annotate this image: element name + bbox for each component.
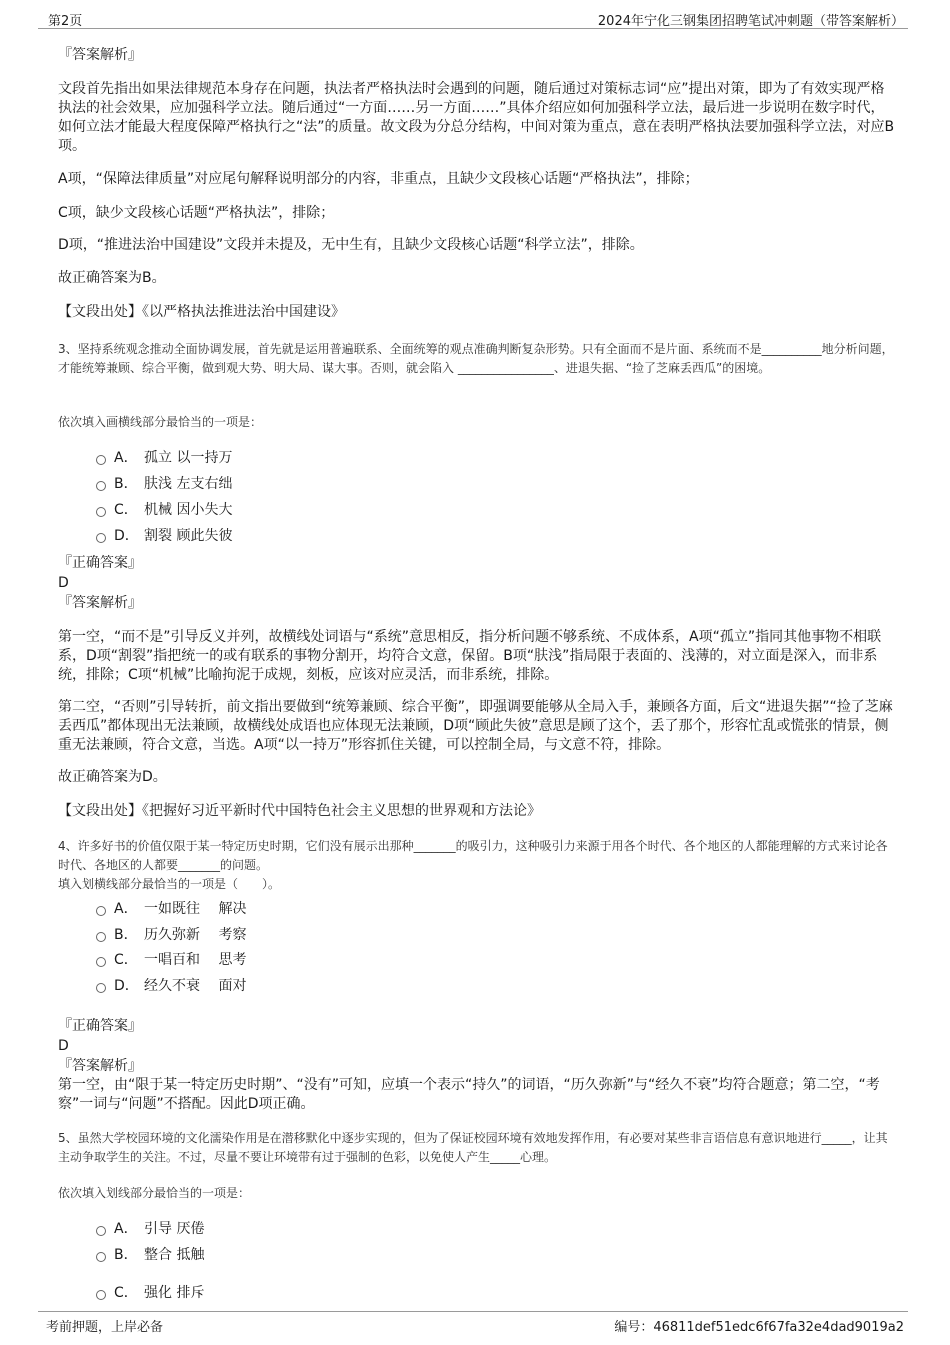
q3-answer-label: 『正确答案』: [58, 555, 142, 571]
page-header: [38, 8, 908, 29]
q3-analysis-paragraph: 第二空，“否则”引导转折，前文指出要做到“统筹兼顾、综合平衡”，即强调要能够从全局入手，兼顾各方面，后文“进退失据”“捡了芝麻丢西瓜”都体现出无法兼顾，故横线处成语也应体现无法兼顾，D项“顾此失彼”意思是顾了这个，丢了那个，形容忙乱或慌张的情景，侧重无法兼顾，符合文意，当选。A项“以一持万”形容抓住关键，可以控制全局，与文意不符，排除。: [58, 699, 893, 753]
q3-analysis-label: 『答案解析』: [58, 595, 142, 611]
q2-analysis-label: 『答案解析』: [58, 47, 142, 63]
q3-conclusion: 故正确答案为D。: [58, 769, 167, 785]
q4-analysis-label: 『答案解析』: [58, 1058, 142, 1074]
q2-analysis-paragraph: 文段首先指出如果法律规范本身存在问题，执法者严格执法时会遇到的问题，随后通过对策标志词“应”提出对策，即为了有效实现严格执法的社会效果，应加强科学立法。随后通过“一方面……另一方面……”具体介绍应如何加强科学立法，最后进一步说明在数字时代，如何立法才能最大程度保障严格执行之“法”的质量。故文段为分总分结构，中间对策为重点，意在表明严格执法要加强科学立法，对应B项。: [58, 81, 895, 154]
radio-icon[interactable]: [96, 906, 106, 916]
q3-option-d[interactable]: D． 割裂 顾此失彼: [96, 527, 232, 545]
radio-icon[interactable]: [96, 1290, 106, 1300]
q3-option-a[interactable]: A． 孤立 以一持万: [96, 449, 232, 467]
radio-icon[interactable]: [96, 957, 106, 967]
radio-icon[interactable]: [96, 481, 106, 491]
q4-answer-label: 『正确答案』: [58, 1018, 142, 1034]
q3-option-c[interactable]: C． 机械 因小失大: [96, 501, 232, 519]
q4-option-b[interactable]: B． 历久弥新 考察: [96, 926, 246, 944]
q4-answer: D: [58, 1038, 69, 1054]
q3-prompt: 依次填入画横线部分最恰当的一项是：: [58, 415, 263, 429]
q2-conclusion: 故正确答案为B。: [58, 270, 166, 286]
page-footer: [38, 1311, 908, 1334]
radio-icon[interactable]: [96, 1252, 106, 1262]
q5-option-a[interactable]: A． 引导 厌倦: [96, 1220, 204, 1238]
footer-slogan: 考前押题，上岸必备: [46, 1320, 164, 1335]
q5-option-b[interactable]: B． 整合 抵触: [96, 1246, 204, 1264]
q3-analysis-paragraph: 第一空，“而不是”引导反义并列，故横线处词语与“系统”意思相反，指分析问题不够系统、不成体系，A项“孤立”指同其他事物不相联系，D项“割裂”指把统一的或有联系的事物分割开，均符合文意，保留。B项“肤浅”指局限于表面的、浅薄的，对立面是深入，而非系统，排除；C项“机械”比喻拘泥于成规，刻板，应该对应灵活，而非系统，排除。: [58, 629, 882, 683]
radio-icon[interactable]: [96, 533, 106, 543]
radio-icon[interactable]: [96, 983, 106, 993]
q2-source: 【文段出处】《以严格执法推进法治中国建设》: [58, 304, 345, 320]
document-title: 2024年宁化三钢集团招聘笔试冲刺题（带答案解析）: [597, 14, 904, 29]
q2-analysis-paragraph: A项，“保障法律质量”对应尾句解释说明部分的内容，非重点，且缺少文段核心话题“严格执法”，排除；: [58, 171, 699, 187]
radio-icon[interactable]: [96, 932, 106, 942]
q2-analysis-paragraph: C项，缺少文段核心话题“严格执法”，排除；: [58, 205, 335, 221]
q4-prompt: 填入划横线部分最恰当的一项是（ ）。: [58, 877, 281, 891]
document-code: 编号：46811def51edc6f67fa32e4dad9019a2: [614, 1320, 904, 1335]
q5-prompt: 依次填入划线部分最恰当的一项是：: [58, 1186, 251, 1200]
q3-stem: 3、坚持系统观念推动全面协调发展，首先就是运用普遍联系、全面统筹的观点准确判断复杂形势。只有全面而不是片面、系统而不是__________地分析问题，才能统筹兼顾、综合平衡，做到观大势、明大局、谋大事。否则，就会陷入 ________________、进退失据、“捡了芝麻丢西瓜”的困境。: [58, 342, 894, 375]
radio-icon[interactable]: [96, 507, 106, 517]
q2-analysis-paragraph: D项，“推进法治中国建设”文段并未提及，无中生有，且缺少文段核心话题“科学立法”，排除。: [58, 237, 644, 253]
q3-source: 【文段出处】《把握好习近平新时代中国特色社会主义思想的世界观和方法论》: [58, 803, 541, 819]
q4-stem: 4、许多好书的价值仅限于某一特定历史时期，它们没有展示出那种_______的吸引力，这种吸引力来源于用各个时代、各个地区的人都能理解的方式来讨论各时代、各地区的人都要_______的问题。: [58, 839, 888, 872]
q3-answer: D: [58, 575, 69, 591]
q4-option-d[interactable]: D． 经久不衰 面对: [96, 977, 246, 995]
q4-analysis-paragraph: 第一空，由“限于某一特定历史时期”、“没有”可知，应填一个表示“持久”的词语，“历久弥新”与“经久不衰”均符合题意；第二空，“考察”一词与“问题”不搭配。因此D项正确。: [58, 1077, 880, 1112]
radio-icon[interactable]: [96, 1226, 106, 1236]
page-number: 第2页: [48, 14, 83, 29]
radio-icon[interactable]: [96, 455, 106, 465]
q4-option-c[interactable]: C． 一唱百和 思考: [96, 951, 246, 969]
q5-stem: 5、虽然大学校园环境的文化濡染作用是在潜移默化中逐步实现的，但为了保证校园环境有效地发挥作用，有必要对某些非言语信息有意识地进行_____，让其主动争取学生的关注。不过，尽量不要让环境带有过于强制的色彩，以免使人产生_____心理。: [58, 1131, 888, 1164]
q3-option-b[interactable]: B． 肤浅 左支右绌: [96, 475, 232, 493]
q5-option-c[interactable]: C． 强化 排斥: [96, 1284, 204, 1302]
q4-option-a[interactable]: A． 一如既往 解决: [96, 900, 246, 918]
